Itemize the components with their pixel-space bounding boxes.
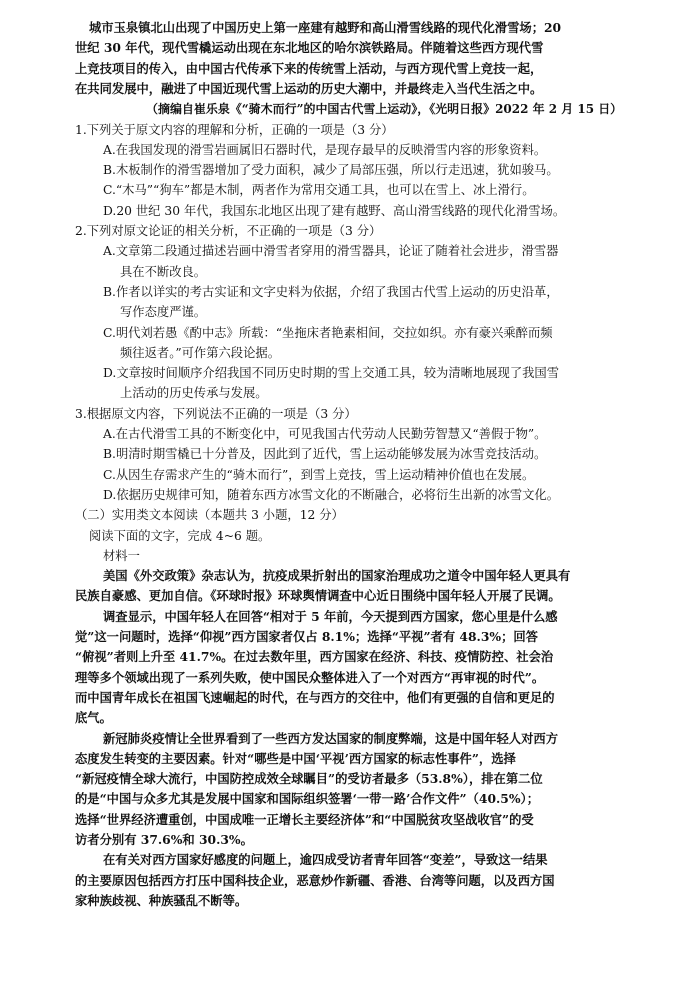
paragraph-line: 理等多个领域出现了一系列失败，使中国民众整体进入了一个对西方“再审视的时代”。 [75,669,545,685]
paragraph-line: “新冠疫情全球大流行，中国防控成效全球瞩目”的受访者最多（53.8%），排在第二位 [75,771,543,787]
question-stem: 2.下列对原文论证的相关分析，不正确的一项是（3 分） [75,224,382,238]
paragraph-line: 而中国青年成长在祖国飞速崛起的时代，在与西方的交往中，他们有更强的自信和更足的 [75,689,555,705]
option-line: D.文章按时间顺序介绍我国不同历史时期的雪上交通工具，较为清晰地展现了我国雪 [103,366,560,381]
option-line: B.明清时期雪橇已十分普及，因此到了近代，雪上运动能够发展为冰雪竞技活动。 [103,447,547,462]
paragraph-line: 底气。 [75,710,112,726]
option-line: C.从因生存需求产生的“骑木而行”，到雪上竞技，雪上运动精神价值也在发展。 [103,467,535,482]
passage-line: 城市玉泉镇北山出现了中国历史上第一座建有越野和高山滑雪线路的现代化滑雪场；20 [89,20,562,35]
section-instruction: 阅读下面的文字，完成 4~6 题。 [89,528,271,543]
citation: （摘编自崔乐泉《“骑木而行”的中国古代雪上运动》，《光明日报》2022 年 2 月 15 日） [146,102,623,117]
paragraph-line: 的是“中国与众多尤其是发展中国家和国际组织签署‘一带一路’合作文件”（40.5%）； [75,791,539,807]
paragraph-line: 新冠肺炎疫情让全世界看到了一些西方发达国家的制度弊端，这是中国年轻人对西方 [103,730,558,746]
option-line: A.在我国发现的滑雪岩画属旧石器时代，是现存最早的反映滑雪内容的形象资料。 [103,142,547,157]
option-line: 频往返者。”可作第六段论据。 [120,345,280,360]
option-line: A.在古代滑雪工具的不断变化中，可见我国古代劳动人民勤劳智慧又“善假于物”。 [103,427,547,441]
option-line: C.“木马”“狗车”都是木制，两者作为常用交通工具，也可以在雪上、冰上滑行。 [103,183,535,198]
paragraph-line: 在有关对西方国家好感度的问题上，逾四成受访者青年回答“变差”，导致这一结果 [103,852,548,868]
paragraph-line: 的主要原因包括西方打压中国科技企业，恶意炒作新疆、香港、台湾等问题，以及西方国 [75,872,555,888]
paragraph-line: 美国《外交政策》杂志认为，抗疫成果折射出的国家治理成功之道令中国年轻人更具有 [103,568,571,584]
paragraph-line: 态度发生转变的主要因素。针对“哪些是中国‘平视’西方国家的标志性事件”，选择 [75,750,516,766]
question-stem: 1.下列关于原文内容的理解和分析，正确的一项是（3 分） [75,122,394,137]
option-line: A.文章第二段通过描述岩画中滑雪者穿用的滑雪器具，论证了随着社会进步，滑雪器 [103,244,559,259]
passage-line: 上竞技项目的传入，由中国古代传承下来的传统雪上活动，与西方现代雪上竞技一起， [75,60,543,76]
passage-line: 在共同发展中，融进了中国近现代雪上运动的历史大潮中，并最终走入当代生活之中。 [75,80,543,96]
option-line: D.20 世纪 30 年代，我国东北地区出现了建有越野、高山滑雪线路的现代化滑雪场。 [103,203,566,218]
option-line: 写作态度严谨。 [120,305,207,320]
option-line: B.木板制作的滑雪器增加了受力面积，减少了局部压强，所以行走迅速，犹如骏马。 [103,163,559,178]
question-stem: 3.根据原文内容，下列说法不正确的一项是（3 分） [75,406,357,421]
paragraph-line: 访者分别有 37.6%和 30.3%。 [75,832,253,847]
option-line: 上活动的历史传承与发展。 [120,386,268,401]
option-line: 具在不断改良。 [120,264,207,279]
paragraph-line: 民族自豪感、更加自信。《环球时报》环球舆情调查中心近日围绕中国年轻人开展了民调。 [75,588,561,604]
option-line: D.依据历史规律可知，随着东西方冰雪文化的不断融合，必将衍生出新的冰雪文化。 [103,487,560,502]
option-line: B.作者以详实的考古实证和文字史料为依据，介绍了我国古代雪上运动的历史沿革， [103,284,559,299]
paragraph-line: 觉”这一问题时，选择“仰视”西方国家者仅占 8.1%；选择“平视”者有 48.3%；回答 [75,629,538,644]
option-line: C.明代刘若愚《酌中志》所载：“坐拖床者艳素相间，交拉如织。亦有豪兴乘醉而频 [103,325,553,340]
paragraph-line: 家种族歧视、种族骚乱不断等。 [75,892,248,908]
section-heading: （二）实用类文本阅读（本题共 3 小题，12 分） [75,508,344,523]
paragraph-line: “俯视”者则上升至 41.7%。在过去数年里，西方国家在经济、科技、疫情防控、社会治 [75,649,554,665]
paragraph-line: 调查显示，中国年轻人在回答“相对于 5 年前，今天提到西方国家，您心里是什么感 [103,608,558,624]
passage-line: 世纪 30 年代，现代雪橇运动出现在东北地区的哈尔滨铁路局。伴随着这些西方现代雪 [75,40,544,56]
paragraph-line: 选择“世界经济遭重创，中国成唯一正增长主要经济体”和“中国脱贫攻坚战收官”的受 [75,811,534,827]
material-label: 材料一 [103,548,140,563]
